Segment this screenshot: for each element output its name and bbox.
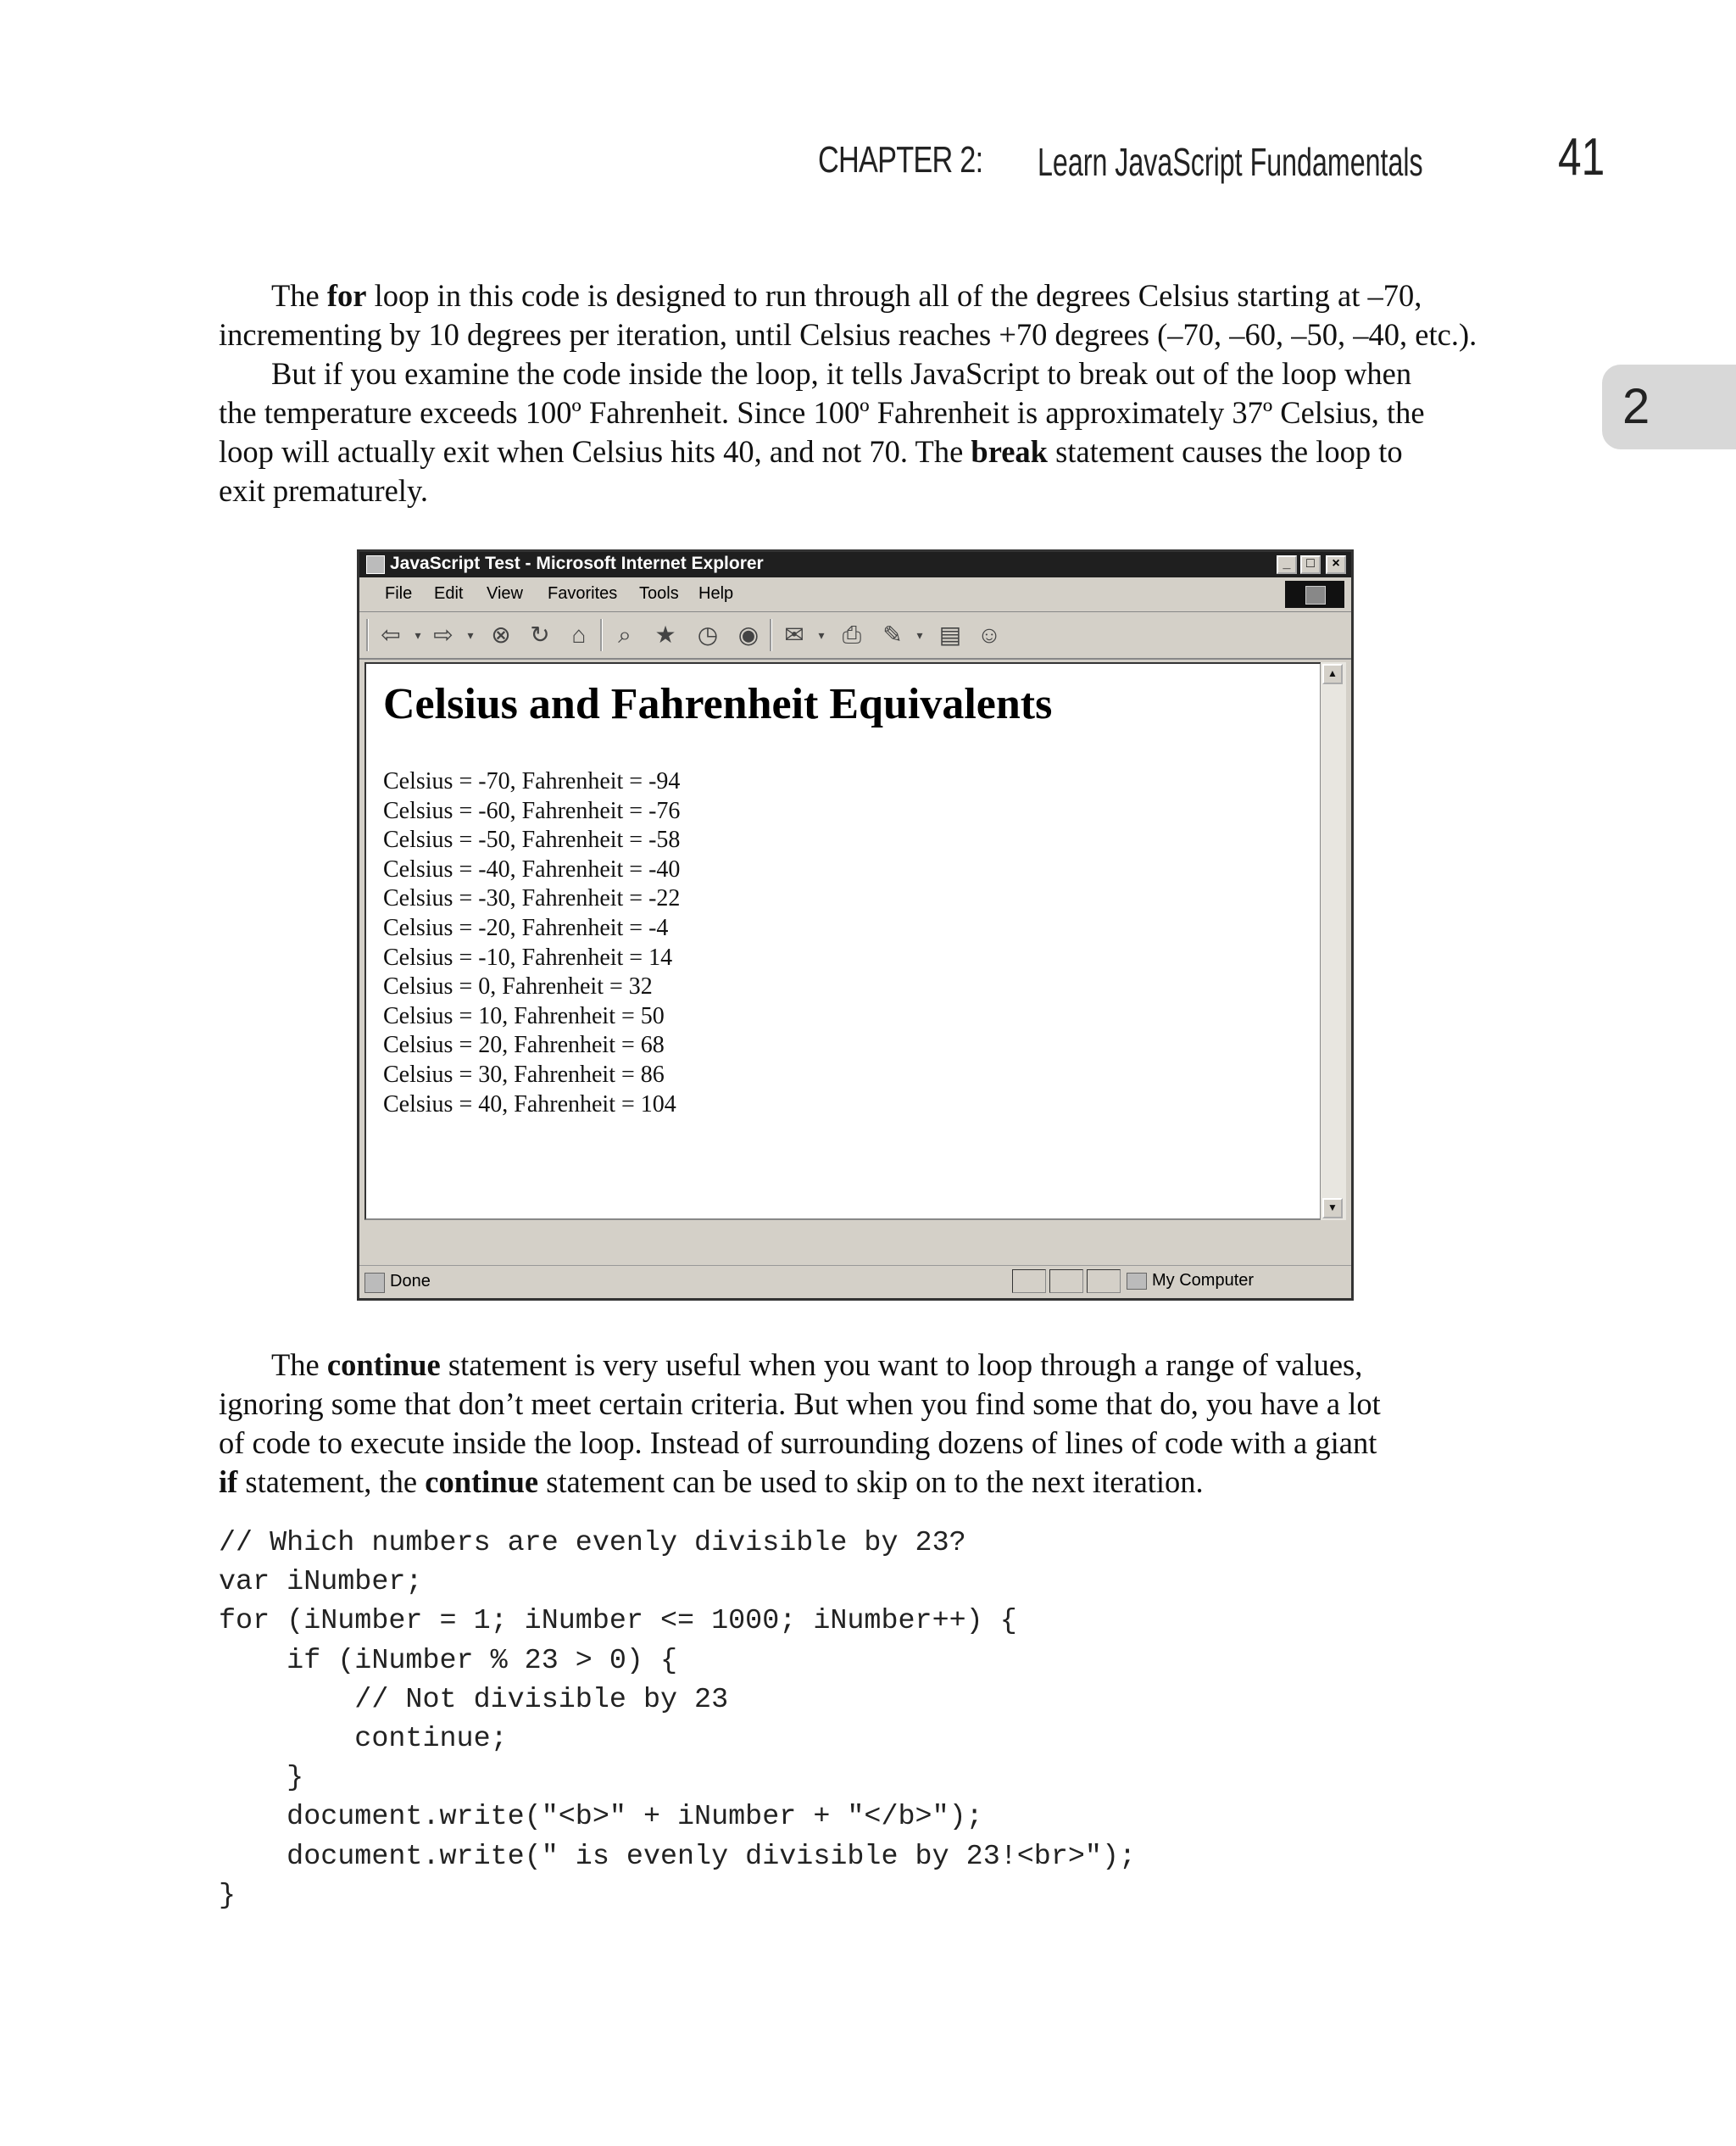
paragraph-line — [219, 432, 1507, 471]
history-icon[interactable]: ◷ — [697, 622, 719, 648]
conversion-row: Celsius = 0, Fahrenheit = 32 — [383, 973, 653, 1001]
toolbar-separator — [600, 619, 603, 651]
toolbar-separator — [366, 619, 369, 651]
menu-help[interactable]: Help — [698, 584, 734, 603]
page-content-area — [364, 662, 1321, 1220]
conversion-row: Celsius = 40, Fahrenheit = 104 — [383, 1090, 676, 1118]
paragraph-line: of code to execute inside the loop. Instead of surrounding dozens of lines of code with a giant — [219, 1425, 1377, 1460]
paragraph-line: exit prematurely. — [219, 473, 428, 508]
keyword-if: if — [219, 1464, 238, 1499]
text-run: loop will actually exit when Celsius hits 40, and not 70. The — [219, 434, 971, 469]
text-run: The — [271, 278, 327, 313]
paragraph-line: ignoring some that don’t meet certain criteria. But when you find some that do, you have a lot — [219, 1386, 1381, 1421]
window-title-bar — [359, 552, 1351, 577]
paragraph-line: But if you examine the code inside the loop, it tells JavaScript to break out of the loop when — [271, 356, 1412, 391]
running-header — [0, 127, 1736, 195]
mail-icon[interactable]: ✉ — [784, 622, 804, 648]
keyword-break: break — [971, 434, 1048, 469]
messenger-icon[interactable]: ☺ — [976, 622, 1002, 648]
conversion-row: Celsius = -10, Fahrenheit = 14 — [383, 944, 673, 971]
page-number: 41 — [1558, 128, 1605, 187]
status-text: Done — [390, 1272, 431, 1290]
refresh-icon[interactable]: ↻ — [530, 622, 550, 648]
menu-file[interactable]: File — [385, 584, 413, 603]
status-cell — [1012, 1269, 1046, 1293]
mail-dropdown-icon[interactable]: ▾ — [818, 628, 825, 642]
conversion-row: Celsius = -30, Fahrenheit = -22 — [383, 885, 681, 912]
paragraph-line — [219, 1346, 1507, 1385]
home-icon[interactable]: ⌂ — [571, 622, 587, 648]
keyword-continue: continue — [425, 1464, 539, 1499]
back-icon[interactable]: ⇦ — [381, 622, 401, 648]
conversion-row: Celsius = -40, Fahrenheit = -40 — [383, 856, 681, 883]
thumb-tab-number: 2 — [1622, 379, 1650, 434]
security-zone — [1127, 1271, 1254, 1290]
ie-document-icon — [366, 555, 385, 574]
keyword-continue: continue — [326, 1347, 441, 1382]
minimize-button[interactable]: _ — [1277, 555, 1297, 574]
conversion-row: Celsius = 20, Fahrenheit = 68 — [383, 1032, 665, 1059]
favorites-icon[interactable]: ★ — [654, 622, 676, 648]
page-done-icon — [364, 1273, 385, 1293]
paragraph-line: the temperature exceeds 100º Fahrenheit. Since 100º Fahrenheit is approximately 37º Celsius, the — [219, 395, 1425, 430]
toolbar — [359, 612, 1351, 660]
edit-dropdown-icon[interactable]: ▾ — [916, 628, 923, 642]
page-heading: Celsius and Fahrenheit Equivalents — [383, 680, 1053, 728]
browser-screenshot-figure — [357, 549, 1354, 1301]
media-icon[interactable]: ◉ — [737, 622, 760, 648]
forward-icon[interactable]: ⇨ — [433, 622, 453, 648]
vertical-scrollbar[interactable] — [1321, 662, 1346, 1220]
text-run: statement can be used to skip on to the next iteration. — [538, 1464, 1204, 1499]
text-run: statement is very useful when you want to loop through a range of values, — [440, 1347, 1363, 1382]
paragraph-3 — [219, 1346, 1507, 1502]
conversion-list — [383, 767, 680, 1119]
text-run: loop in this code is designed to run through all of the degrees Celsius starting at –70, — [366, 278, 1422, 313]
close-button[interactable]: × — [1326, 555, 1346, 574]
code-listing: // Which numbers are evenly divisible by 23? var iNumber; for (iNumber = 1; iNumber <= 1000; iNumber++) { if (iNumber % 23 > 0) { // Not divisible by 23 continue; } document.write("<b>" + iNumber + "</b>"); document.write(" is evenly divisible by 23!<br>"); } — [219, 1527, 1137, 1912]
computer-icon — [1127, 1273, 1147, 1290]
chapter-thumb-tab — [1602, 365, 1736, 449]
status-cell — [1049, 1269, 1083, 1293]
menu-view[interactable]: View — [487, 584, 523, 603]
toolbar-separator — [770, 619, 772, 651]
maximize-button[interactable]: □ — [1300, 555, 1321, 574]
scroll-down-icon[interactable]: ▼ — [1322, 1198, 1343, 1218]
edit-icon[interactable]: ✎ — [882, 622, 903, 648]
paragraph-line — [219, 1463, 1507, 1502]
zone-label: My Computer — [1152, 1271, 1255, 1290]
chapter-label: CHAPTER 2: — [818, 139, 983, 181]
conversion-row: Celsius = -20, Fahrenheit = -4 — [383, 914, 669, 941]
menu-edit[interactable]: Edit — [434, 584, 464, 603]
paragraph-1 — [219, 276, 1507, 354]
windows-logo-icon — [1285, 581, 1344, 608]
text-run: statement, the — [237, 1464, 426, 1499]
search-icon[interactable]: ⌕ — [618, 622, 632, 648]
conversion-row: Celsius = 10, Fahrenheit = 50 — [383, 1002, 665, 1029]
paragraph-2 — [219, 354, 1507, 510]
conversion-row: Celsius = -60, Fahrenheit = -76 — [383, 797, 681, 824]
forward-dropdown-icon[interactable]: ▾ — [467, 628, 474, 642]
menu-bar — [359, 577, 1351, 612]
conversion-row: Celsius = -70, Fahrenheit = -94 — [383, 768, 681, 794]
print-icon[interactable]: ⎙ — [842, 622, 862, 648]
paragraph-line: incrementing by 10 degrees per iteration, until Celsius reaches +70 degrees (–70, –60, –50, –40, etc.). — [219, 317, 1477, 352]
window-title: JavaScript Test - Microsoft Internet Explorer — [390, 554, 764, 573]
chapter-title: Learn JavaScript Fundamentals — [1038, 140, 1423, 184]
conversion-row: Celsius = 30, Fahrenheit = 86 — [383, 1061, 665, 1088]
menu-favorites[interactable]: Favorites — [548, 584, 618, 603]
conversion-row: Celsius = -50, Fahrenheit = -58 — [383, 827, 681, 854]
discuss-icon[interactable]: ▤ — [938, 622, 962, 648]
scroll-up-icon[interactable]: ▲ — [1322, 664, 1343, 684]
keyword-for: for — [326, 278, 367, 313]
status-bar — [359, 1265, 1351, 1298]
stop-icon[interactable]: ⊗ — [491, 622, 511, 648]
paragraph-line — [219, 276, 1507, 315]
text-run: statement causes the loop to — [1047, 434, 1403, 469]
text-run: The — [271, 1347, 327, 1382]
status-cell — [1087, 1269, 1121, 1293]
back-dropdown-icon[interactable]: ▾ — [415, 628, 421, 642]
menu-tools[interactable]: Tools — [639, 584, 679, 603]
